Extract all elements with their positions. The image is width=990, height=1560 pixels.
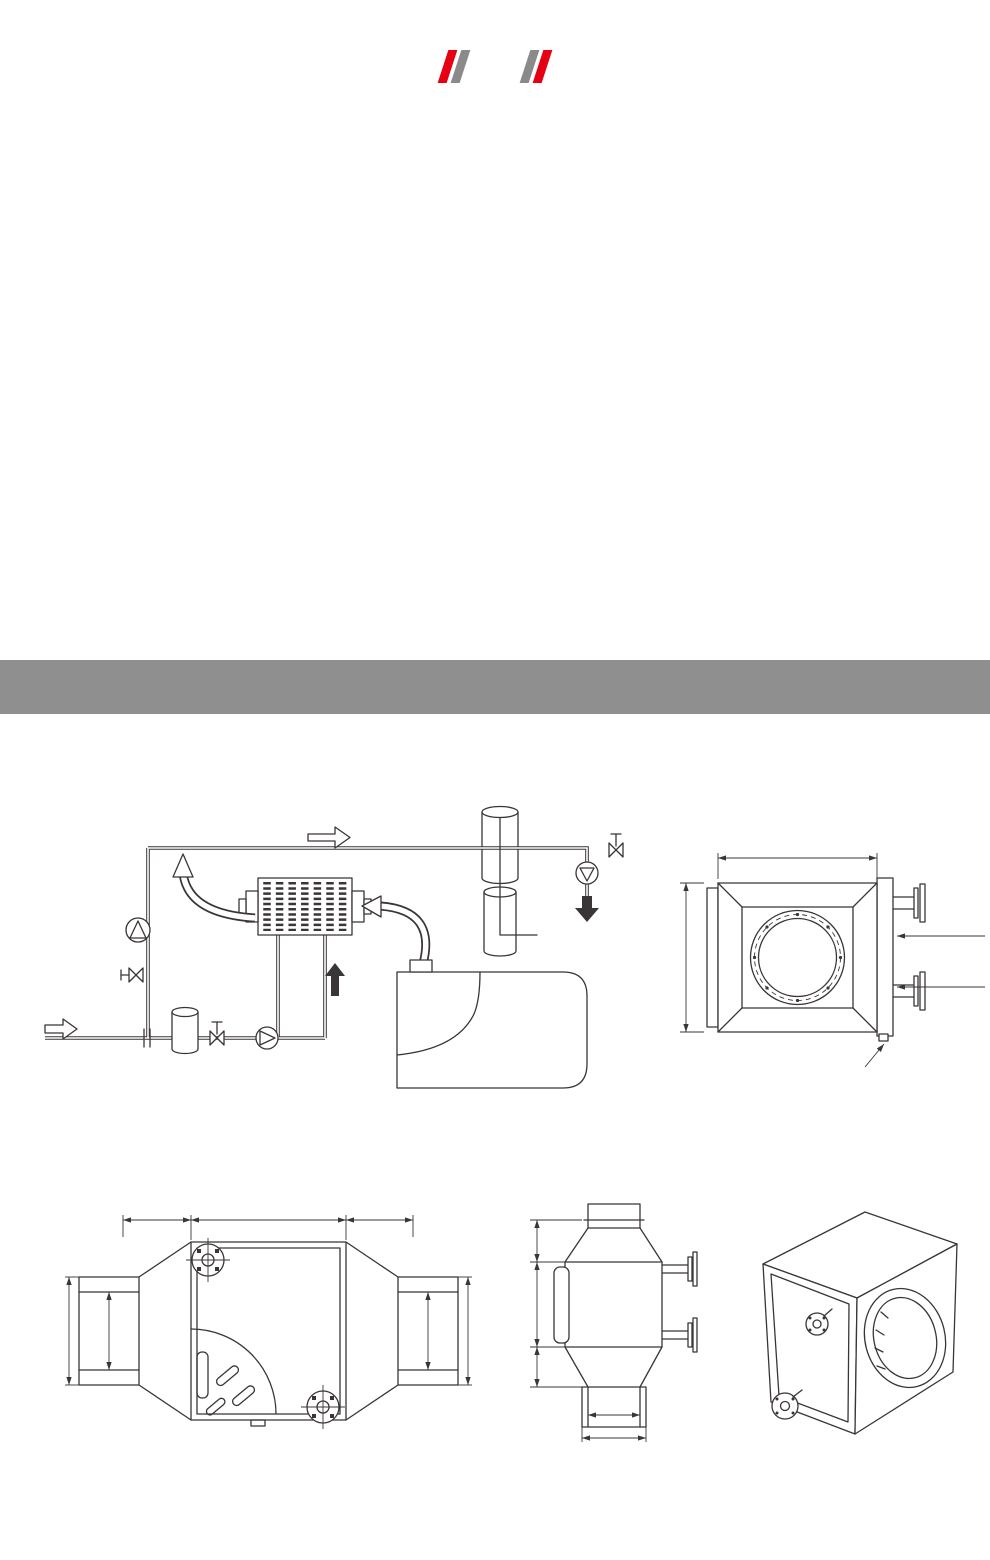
line-valve-icon — [210, 1022, 224, 1045]
flow-right-arrow-icon — [308, 827, 350, 848]
dormitory-down-arrow-icon — [575, 896, 599, 922]
product-spec-table — [37, 145, 953, 229]
plan-view-drawing — [55, 1185, 495, 1460]
front-view-drawing — [660, 815, 990, 1100]
stop-valve-icon — [121, 968, 143, 982]
drain-valve-stub — [879, 1034, 888, 1041]
outlet-valve-icon — [609, 834, 623, 857]
title-accent-right-icon — [520, 50, 553, 83]
spec-table-head-row — [37, 145, 953, 229]
riser-up-arrow-icon — [325, 963, 345, 996]
title-accent-left-icon — [438, 50, 471, 83]
side-view-drawing — [500, 1190, 740, 1458]
section-header — [0, 660, 990, 714]
tap-water-arrow-icon — [45, 1019, 77, 1039]
isometric-view-drawing — [735, 1192, 990, 1464]
page-title — [0, 50, 990, 83]
system-schematic-drawing — [10, 778, 665, 1113]
spec-table-header — [37, 145, 953, 229]
flue-out-arrowhead-icon — [173, 854, 193, 877]
